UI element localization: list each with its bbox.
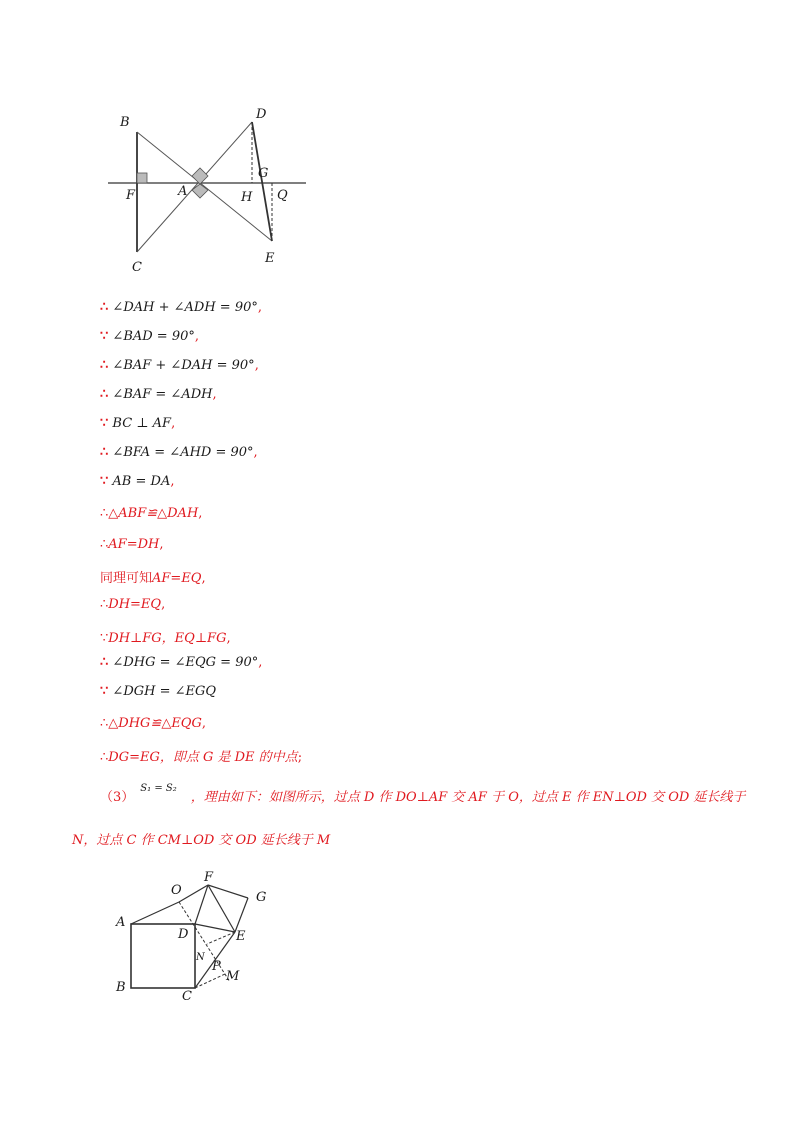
step-expr: △DHG≌△EQG: [108, 716, 202, 731]
proof-step: ∴AF=DH,: [100, 537, 164, 552]
part3-text-line1: ，理由如下：如图所示，过点 D 作 DO⊥AF 交 AF 于 O，过点 E 作 EN⊥OD 交 OD 延长线于: [190, 790, 746, 805]
part3-text-line2: N，过点 C 作 CM⊥OD 交 OD 延长线于 M: [72, 833, 331, 848]
proof-step: ∴ ∠BAF = ∠ADH,: [100, 387, 217, 402]
label-F: F: [126, 188, 136, 203]
part3-line1: [100, 783, 746, 805]
label-C: C: [132, 260, 142, 275]
part3-formula: S₁ = S₂: [140, 783, 177, 794]
label-H: H: [241, 190, 253, 205]
figure-squares: [108, 862, 288, 1002]
proof-step: ∵ ∠BAD = 90°,: [100, 329, 200, 344]
proof-step: ∵ ∠DGH = ∠EGQ: [100, 684, 217, 699]
step-expr: ∠BAF + ∠DAH = 90°: [112, 358, 255, 373]
label-F: F: [204, 870, 214, 885]
label-E: E: [265, 251, 275, 266]
proof-step: ∵ AB = DA,: [100, 474, 175, 489]
step-expr: DH=EQ: [108, 597, 162, 612]
proof-step: ∵DH⊥FG，EQ⊥FG,: [100, 631, 231, 646]
label-D: D: [256, 107, 267, 122]
step-expr: ∠BFA = ∠AHD = 90°: [112, 445, 254, 460]
label-O: O: [171, 883, 182, 898]
label-B: B: [120, 115, 130, 130]
proof-step: ∵ BC ⊥ AF,: [100, 416, 176, 431]
label-E: E: [236, 929, 246, 944]
proof-step: ∴△ABF≌△DAH,: [100, 506, 203, 521]
step-expr: DG=EG，即点 G 是 DE 的中点: [108, 750, 298, 765]
label-D: D: [178, 927, 189, 942]
proof-step: ∴ ∠BAF + ∠DAH = 90°,: [100, 358, 259, 373]
label-B: B: [116, 980, 126, 995]
step-expr: ∠BAD = 90°: [112, 329, 195, 344]
label-A: A: [116, 915, 126, 930]
figure-2-svg: [108, 862, 288, 1002]
proof-step: ∴ ∠BFA = ∠AHD = 90°,: [100, 445, 258, 460]
step-expr: ∠DGH = ∠EGQ: [112, 684, 217, 699]
step-expr: AF=DH: [108, 537, 160, 552]
step-expr: AF=EQ: [152, 571, 202, 586]
proof-step: 同理可知AF=EQ,: [100, 571, 206, 586]
label-C: C: [182, 989, 192, 1002]
proof-step: ∴△DHG≌△EQG,: [100, 716, 206, 731]
part3-number: （3）: [100, 790, 135, 805]
proof-step: ∴DG=EG，即点 G 是 DE 的中点;: [100, 750, 303, 765]
label-G: G: [256, 890, 267, 905]
label-G: G: [258, 166, 269, 181]
label-N: N: [196, 952, 205, 963]
step-expr: △ABF≌△DAH: [108, 506, 199, 521]
label-A: A: [178, 184, 188, 199]
step-expr: ∠DHG = ∠EQG = 90°: [112, 655, 259, 670]
label-Q: Q: [277, 188, 288, 203]
figure-congruent-triangles: [100, 100, 320, 280]
label-P: P: [212, 959, 221, 974]
label-M: M: [226, 969, 240, 984]
figure-1-svg: [100, 100, 320, 280]
step-expr: BC ⊥ AF: [112, 416, 172, 431]
proof-step: ∴ ∠DAH + ∠ADH = 90°,: [100, 300, 262, 315]
proof-step: ∴DH=EQ,: [100, 597, 166, 612]
proof-step: ∴ ∠DHG = ∠EQG = 90°,: [100, 655, 263, 670]
step-expr: ∠DAH + ∠ADH = 90°: [112, 300, 258, 315]
step-expr: ∠BAF = ∠ADH: [112, 387, 213, 402]
step-expr: DH⊥FG，EQ⊥FG: [108, 631, 227, 646]
part3-line2: [72, 829, 330, 848]
step-expr: AB = DA: [112, 474, 171, 489]
